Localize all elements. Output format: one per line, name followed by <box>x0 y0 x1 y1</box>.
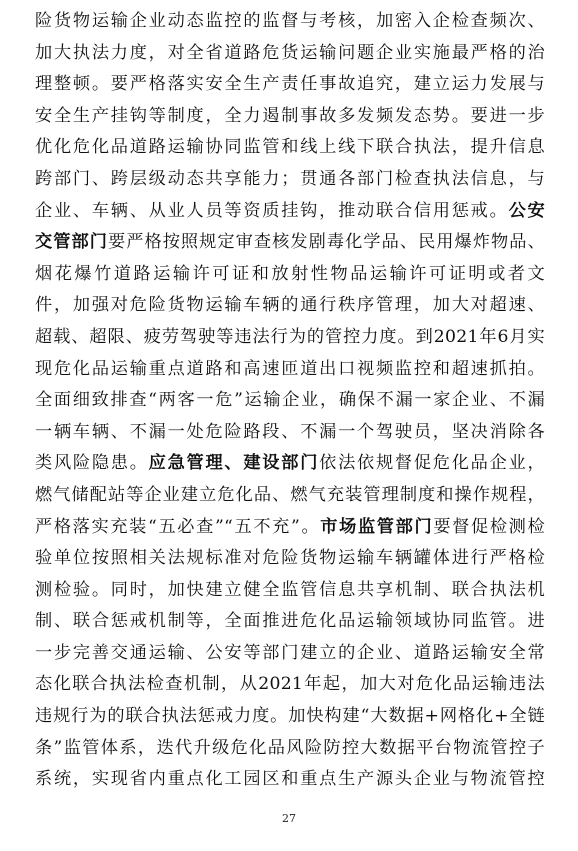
text-line <box>35 259 545 291</box>
text-line <box>35 669 545 701</box>
body-text <box>35 6 545 796</box>
text-segment: 严格落实充装“五必查”“五不充”。 <box>35 516 321 537</box>
text-segment: 条”监管体系，迭代升级危化品风险防控大数据平台物流管控子 <box>35 737 545 758</box>
text-line <box>35 132 545 164</box>
text-line <box>35 733 545 765</box>
text-segment: 加大执法力度，对全省道路危货运输问题企业实施最严格的治 <box>35 42 545 63</box>
text-line <box>35 448 545 480</box>
text-segment: 燃气储配站等企业建立危化品、燃气充装管理制度和操作规程， <box>35 484 545 505</box>
text-segment: 系统，实现省内重点化工园区和重点生产源头企业与物流管控 <box>35 769 545 790</box>
text-line <box>35 196 545 228</box>
text-line <box>35 575 545 607</box>
text-line <box>35 764 545 796</box>
text-segment: 安全生产挂钩等制度，全力遏制事故多发频发态势。要进一步 <box>35 105 545 126</box>
text-line <box>35 322 545 354</box>
bold-text-segment: 公安 <box>508 200 545 221</box>
text-line <box>35 606 545 638</box>
text-segment: 一辆车辆、不漏一处危险路段、不漏一个驾驶员，坚决消除各 <box>35 421 545 442</box>
text-line <box>35 227 545 259</box>
bold-text-segment: 交管部门 <box>35 232 108 253</box>
text-segment: 一步完善交通运输、公安等部门建立的企业、道路运输安全常 <box>35 642 545 663</box>
text-segment: 态化联合执法检查机制，从2021年起，加大对危化品运输违法 <box>35 674 545 695</box>
text-segment: 违规行为的联合执法惩戒力度。加快构建“大数据+网格化+全链 <box>35 706 545 727</box>
text-line <box>35 38 545 70</box>
text-line <box>35 417 545 449</box>
text-segment: 类风险隐患。 <box>35 453 149 474</box>
text-segment: 依法依规督促危化品企业， <box>319 453 545 474</box>
text-segment: 要督促检测检 <box>433 516 545 537</box>
text-line <box>35 385 545 417</box>
text-segment: 制、联合惩戒机制等，全面推进危化品运输领域协同监管。进 <box>35 611 545 632</box>
bold-text-segment: 市场监管部门 <box>320 516 434 537</box>
text-segment: 烟花爆竹道路运输许可证和放射性物品运输许可证明或者文 <box>35 263 545 284</box>
text-segment: 超载、超限、疲劳驾驶等违法行为的管控力度。到2021年6月实 <box>35 326 545 347</box>
text-segment: 验单位按照相关法规标准对危险货物运输车辆罐体进行严格检 <box>35 548 545 569</box>
text-line <box>35 290 545 322</box>
text-line <box>35 543 545 575</box>
text-segment: 要严格按照规定审查核发剧毒化学品、民用爆炸物品、 <box>107 232 545 253</box>
text-line <box>35 69 545 101</box>
text-segment: 现危化品运输重点道路和高速匝道出口视频监控和超速抓拍。 <box>35 358 545 379</box>
bold-text-segment: 应急管理、建设部门 <box>148 453 320 474</box>
text-segment: 理整顿。要严格落实安全生产责任事故追究，建立运力发展与 <box>35 74 545 95</box>
text-segment: 全面细致排查“两客一危”运输企业，确保不漏一家企业、不漏 <box>35 390 545 411</box>
text-segment: 险货物运输企业动态监控的监督与考核，加密入企检查频次、 <box>35 11 545 31</box>
text-line <box>35 512 545 544</box>
text-segment: 优化危化品道路运输协同监管和线上线下联合执法，提升信息 <box>35 137 545 158</box>
text-line <box>35 701 545 733</box>
text-segment: 企业、车辆、从业人员等资质挂钩，推动联合信用惩戒。 <box>35 200 509 221</box>
text-line <box>35 354 545 386</box>
text-line <box>35 6 545 38</box>
text-line <box>35 164 545 196</box>
text-line <box>35 638 545 670</box>
page-number: 27 <box>282 812 296 825</box>
text-segment: 测检验。同时，加快建立健全监管信息共享机制、联合执法机 <box>35 579 545 600</box>
text-line <box>35 101 545 133</box>
text-segment: 件，加强对危险货物运输车辆的通行秩序管理，加大对超速、 <box>35 295 545 316</box>
text-line <box>35 480 545 512</box>
text-segment: 跨部门、跨层级动态共享能力；贯通各部门检查执法信息，与 <box>35 168 545 189</box>
